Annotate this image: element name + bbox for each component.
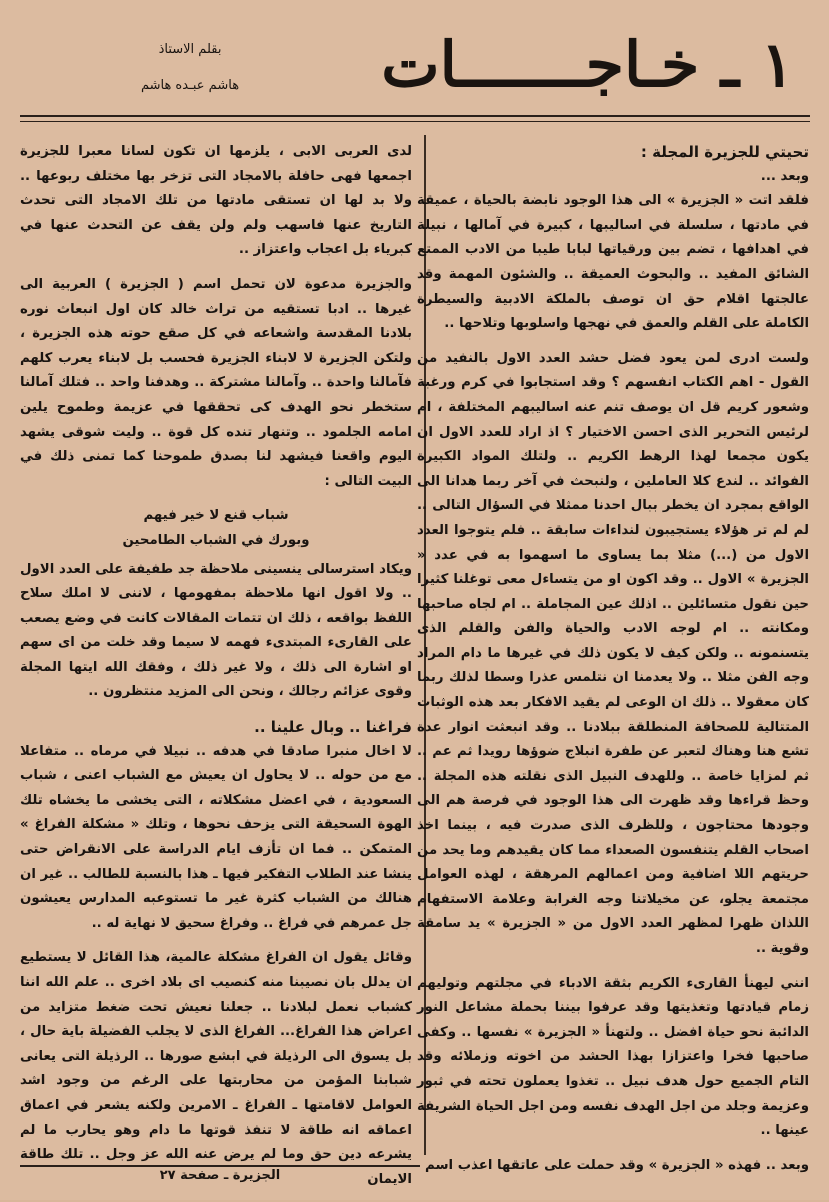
section-heading: فراغنا .. وبال علينا .. bbox=[254, 718, 412, 737]
paragraph: لدى العربى الابى ، يلزمها ان تكون لسانا معبرا للجزيرة اجمعها فهى حافلة بالامجاد التى تزخر بها مختلف ربوعها .. ولا بد لها ان تستقى مادتها من تلك الامجاد التى تحدث التاريخ عنها فاسهب ولم ولن يقف عن التحدث عنها في كبرياء بل اعجاب واعتزاز .. bbox=[20, 144, 412, 258]
byline-label: بقلم الاستاذ bbox=[158, 42, 222, 57]
footer-rule bbox=[20, 1165, 420, 1167]
paragraph: لا اخال منبرا صادقا في هدفه .. نبيلا في مرماه .. متفاعلا مع من حوله .. لا يحاول ان يعيش مع الشباب اعنى ، شباب السعودية ، في اعضل مشكلاته ، التى يخشى ما يخشاه تلك الهوة السحيقة التى يزحف نحوها ، وتلك « مشكلة الفراغ » المتمكن .. فما ان تأزف ايام الدراسة على الانقراض حتى ينشا عند الطلاب التفكير فيها ـ هذا بالنسبة للطالب .. غير ان هنالك من الشباب كثرة غير ما تستوعبه المدارس يعيشون جل عمرهم في فراغ .. وفراغ سحيق لا نهاية له .. bbox=[20, 743, 412, 931]
left-column bbox=[20, 140, 412, 1202]
opening-line: وبعد ... bbox=[760, 168, 809, 184]
right-column bbox=[417, 140, 809, 1188]
paragraph: انني ليهنأ القارىء الكريم بثقة الادباء في مجلتهم وتوليهم زمام قيادتها وتغذيتها وقد عرفوا بيننا بحملة مشاعل النور الدائبة نحو حياة افضل .. ولتهنأ « الجزيرة » نفسها .. وكفى صاحبها فخرا واعتزازا بهذا الحشد من اخوته وزملائه وقد التام الجميع حول هدف نبيل .. تغذوا يعملون تحته في ثبور وعزيمة وجلد من اجل الهدف نفسه ومن اجل الحياة الشريفة عينها .. bbox=[417, 975, 809, 1139]
section-heading: تحيتي للجزيرة المجلة : bbox=[640, 143, 809, 161]
poem-verse-line-1: شباب قنع لا خير فيهم bbox=[143, 508, 289, 524]
header-rule bbox=[20, 115, 810, 122]
paragraph: ولست ادرى لمن يعود فضل حشد العدد الاول بالنفيد من القول - اهم الكتاب انفسهم ؟ وقد استجابوا في كرم ورغبة وشعور كريم قل ان يوصف تنم عنه اساليبهم المختلفة ، ام لرئيس التحرير الذى احسن الاختيار ؟ اذ اراد للعدد الاول ان يكون مجمعا لهذا الرهط الكريم .. ولتلك المواد الكبيرة الفوائد .. لندع كلا العاملين ، ولنبحث في آخر ربما هدانا الى الواقع بمجرد ان يخطر ببال احدنا ممثلا في السؤال التالى .. لم لم تر هؤلاء يستجيبون لنداءات سابقة .. فلم يتوجوا العدد الاول من (...) مثلا بما يساوى ما اسهموا به في عدد « الجزيرة » الاول .. وقد اكون او من يتساءل معى توغلنا كثيرا حين نقول متسائلين .. اذلك عين المجاملة .. ام لجاه صاحبها ومكانته .. ام لوجه الادب والحياة والفن والقلم الذى يتسنمونه .. ولكن كيف لا يكون ذلك في غيرها ما دام المراد وجه الفن مثلا .. ولا يعدمنا ان نتلمس عذرا وسطا لذلك ربما كان معقولا .. ذلك ان الوعى لم يقيد الافكار بعد هذه الوثبات المتتالية للصحافة المنطلقة ببلادنا .. وقد انبعثت انوار عدة تشع هنا وهناك لتعبر عن طفرة انبلاج ضوؤها رويدا ثم عم .. ثم لمزايا خاصة .. وللهدف النبيل الذى نقلته هذه المجلة .. وحظ قراءها وقد ظهرت الى هذا الوجود في فرصة هم الى وجودها محتاجون ، وللظرف الذى صدرت فيه ، بينما اخذ اصحاب القلم يتنفسون الصعداء مما كان يقيدهم وما يحد من حريتهم اللا اضافية ومن اعمالهم المرهقة ، لهذه العوامل مجتمعة يجلو، عن مخيلاتنا وجه الغرابة وعلامة الاستفهام اللذان ظهرا لمظهر العدد الاول من « الجزيرة » يد سامقة وقوية .. bbox=[417, 350, 809, 956]
page-footer: الجزيرة ـ صفحة ٢٧ bbox=[159, 1168, 281, 1183]
paragraph: وقائل يقول ان الفراغ مشكلة عالمية، هذا القائل لا يستطيع ان يدلل بان نصيبنا منه كنصيب اى بلاد اخرى .. علم الله اننا كشباب نعمل لبلادنا .. جعلنا نعيش تحت ضغط متزايد من اعراض هذا الفراغ... الفراغ الذى لا يجلب الفضيلة باية حال ، بل يسوق الى الرذيلة في ابشع صورها .. الرذيلة التى يعانى شبابنا المؤمن من محاربتها على الرغم من وجود اشد العوامل لاقامتها ـ الفراغ ـ الامرين ولكنه يشعر في اعماق اعماقه انه طاقة لا تنفذ قوتها ما دام وهو يحارب ما لم يشرعه دين حق وما لم يرض عنه الله عز وجل .. تلك طاقة الايمان bbox=[20, 950, 412, 1187]
paragraph: وبعد .. فهذه « الجزيرة » وقد حملت على عاتقها اعذب اسم bbox=[425, 1157, 809, 1173]
paragraph: فلقد اتت « الجزيرة » الى هذا الوجود نابضة بالحياة ، عميقة في مادتها ، سلسلة في اساليبها ، كبيرة في آمالها ، نبيلة في اهدافها ، تضم بين ورقياتها لبابا طيبا من الادب الممتع الشائق المفيد .. والبحوث العميقة .. والشئون المهمة وقد عالجتها اقلام حق ان توصف بالملكة الادبية والسيطرة الكاملة على القلم والعمق في نهجها واسلوبها وتلاحها .. bbox=[417, 193, 809, 332]
paragraph: والجزيرة مدعوة لان تحمل اسم ( الجزيرة ) العربية الى غيرها .. ادبا تستقيه من تراث خالد كان اول انبعاث نوره بلادنا المقدسة واشعاعه في كل صقع حوته هذه الجزيرة ، ولتكن الجزيرة لا لابناء الجزيرة فحسب بل لابناء يعرب كلهم فآمالنا واحدة .. وآمالنا مشتركة .. وهدفنا واحد .. فتلك آمالنا ستخطر نحو الهدف كى تحققها في عزيمة وطموح يلين امامه الجلمود .. وتنهار تنده كل قوة .. وليت شوقى يشهد اليوم واقعنا فيشهد لنا بصدق طموحنا كما تمنى ذلك في البيت التالى : bbox=[20, 276, 412, 489]
author-name: هاشم عبـده هاشم bbox=[140, 78, 240, 93]
article-title: ١ ـ خـاجـــــــات bbox=[381, 28, 794, 101]
paragraph: ويكاد استرسالى ينسينى ملاحظة جد طفيفة على العدد الاول .. ولا اقول انها ملاحظة بمفهومها ، لاننى لا املك سلاح اللفظ بواقعه ، ذلك ان تتمات المقالات كانت في وضع يصعب على القارىء المبتدىء فهمه لا سيما وقد خلت من اى سهم او اشارة الى ذلك ، ولا غير ذلك ، وفقك الله ايتها المجلة وقوى عزائم رجالك ، ونحن الى المزيد منتظرون .. bbox=[20, 561, 412, 700]
poem-verse-line-2: وبورك في الشباب الطامحين bbox=[122, 532, 310, 548]
